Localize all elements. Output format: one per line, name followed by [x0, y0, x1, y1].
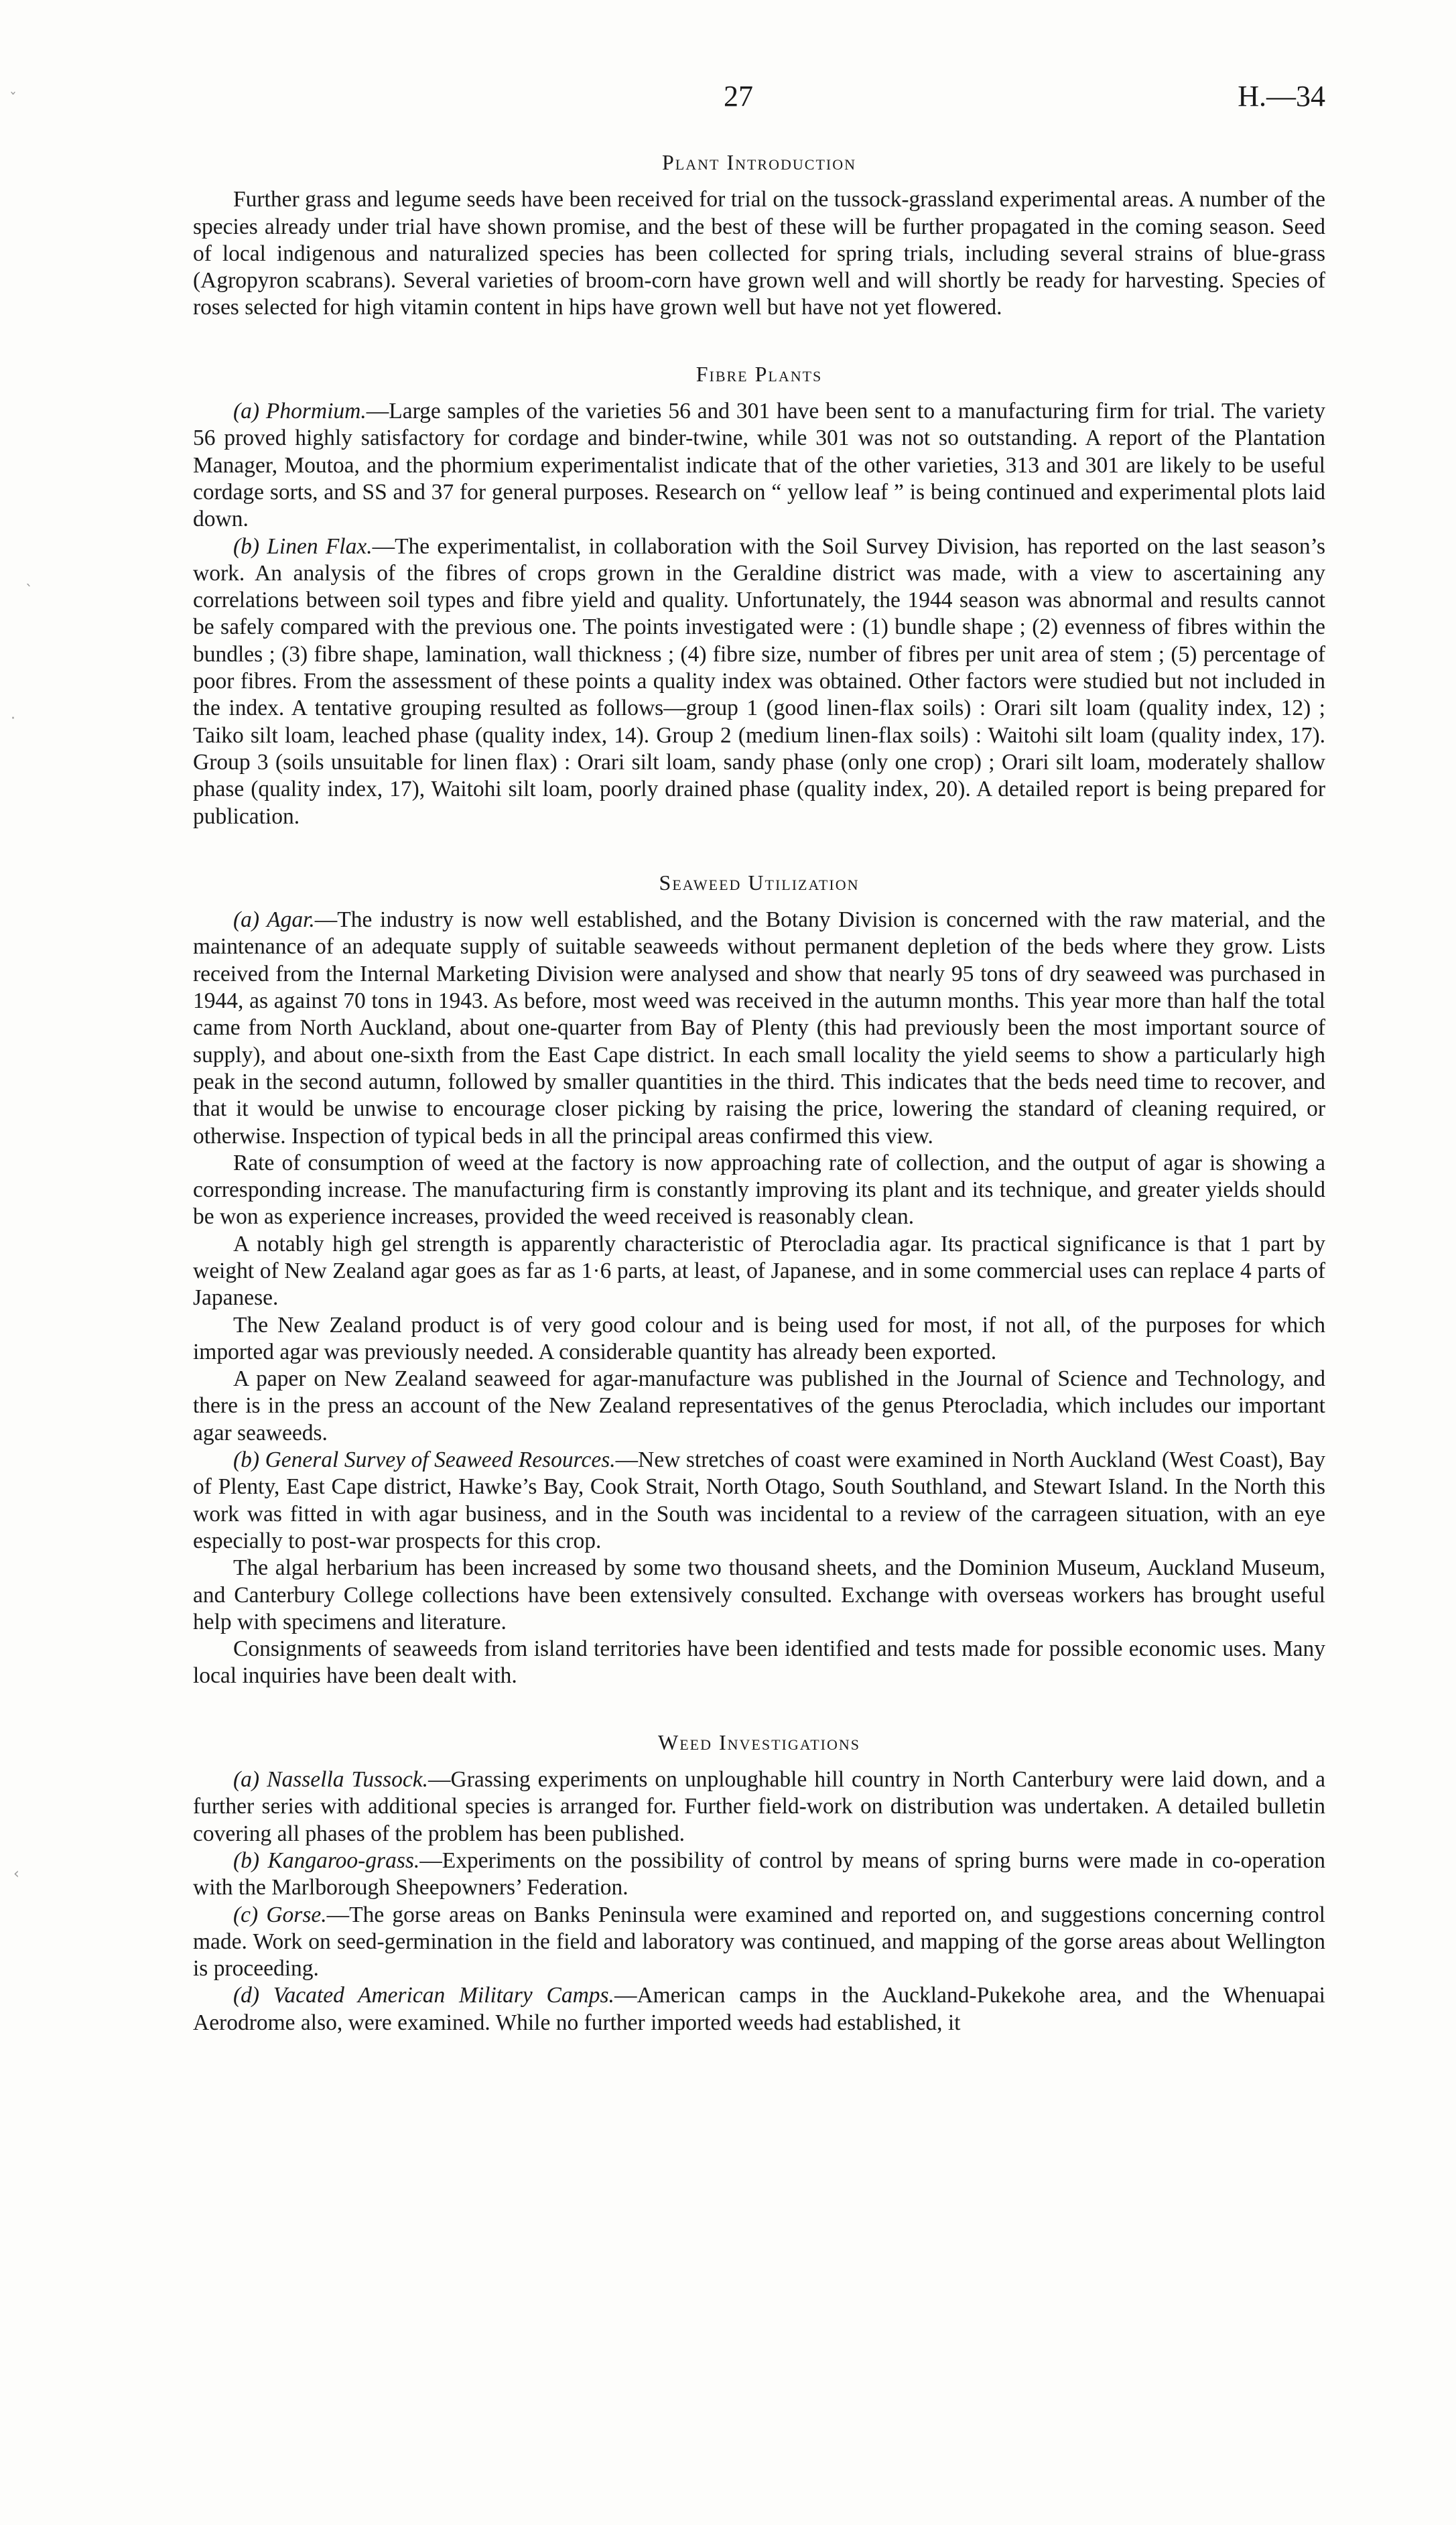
paragraph-label: (d) Vacated American Military Camps. [233, 1983, 614, 2008]
section-weed-investigations [193, 1729, 1325, 2036]
paragraph-text: A notably high gel strength is apparently characteristic of Pterocladia agar. Its practical significance is that 1 part by weight of New Zealand agar goes as far as 1·6 parts, at least, of Japanese, and in some commercial uses can replace 4 parts of Japanese. [193, 1231, 1325, 1311]
page-header [0, 79, 1456, 119]
paragraph [193, 398, 1325, 533]
paragraph-text: —Grassing experiments on unploughable hill country in North Canterbury were laid down, and a further series with additional species is arranged for. Further field-work on distribution was undertaken. A detailed bulletin covering all phases of the problem has been published. [193, 1767, 1325, 1846]
section-plant-introduction [193, 149, 1325, 322]
paragraph-text: A paper on New Zealand seaweed for agar-manufacture was published in the Journal of Science and Technology, and there is in the press an account of the New Zealand representatives of the genus Pterocladia, which includes our important agar seaweeds. [193, 1366, 1325, 1445]
paragraph-label: (b) General Survey of Seaweed Resources. [233, 1447, 616, 1473]
paragraph [193, 186, 1325, 321]
paragraph [193, 533, 1325, 830]
paragraph-label: (c) Gorse. [233, 1902, 327, 1927]
paragraph-text: —American camps in the Auckland-Pukekohe area, and the Whenuapai Aerodrome also, were examined. While no further imported weeds had established, it [193, 1983, 1325, 2035]
paragraph [193, 1150, 1325, 1231]
paragraph [193, 1766, 1325, 1848]
paragraph-text: —New stretches of coast were examined in North Auckland (West Coast), Bay of Plenty, East Cape district, Hawke’s Bay, Cook Strait, North Otago, South Southland, and Stewart Island. In the North this work was fitted in with agar business, and in the South was incidental to a review of the carrageen situation, with an eye especially to post-war prospects for this crop. [193, 1447, 1325, 1553]
page-number: 27 [724, 80, 753, 113]
scan-margin-mark: ‹ [13, 1866, 19, 1882]
report-code: H.—34 [1238, 80, 1325, 113]
paragraph [193, 1982, 1325, 2036]
paragraph [193, 1366, 1325, 1447]
paragraph-text: Consignments of seaweeds from island territories have been identified and tests made for possible economic uses. Many local inquiries have been dealt with. [193, 1636, 1325, 1689]
paragraph-label: (b) Linen Flax. [233, 533, 373, 559]
scan-margin-mark: ˇ [9, 91, 17, 108]
paragraph [193, 907, 1325, 1150]
paragraph-label: (a) Agar. [233, 907, 315, 933]
paragraph [193, 1231, 1325, 1312]
paragraph-label: (a) Phormium. [233, 399, 367, 424]
section-fibre-plants [193, 361, 1325, 830]
paragraph-text: —The gorse areas on Banks Peninsula were examined and reported on, and suggestions concerning control made. Work on seed-germination in the field and laboratory was continued, and mapping of the gorse areas about Wellington is proceeding. [193, 1902, 1325, 1982]
page-body [193, 149, 1325, 2036]
paragraph [193, 1447, 1325, 1555]
paragraph-text: The algal herbarium has been increased by some two thousand sheets, and the Dominion Museum, Auckland Museum, and Canterbury College collections have been extensively consulted. Exchange with overseas workers has brought useful help with specimens and literature. [193, 1555, 1325, 1634]
paragraph [193, 1848, 1325, 1902]
section-heading: Plant Introduction [662, 150, 856, 174]
paragraph-label: (b) Kangaroo-grass. [233, 1848, 420, 1873]
paragraph [193, 1555, 1325, 1636]
paragraph-text: —The industry is now well established, and the Botany Division is concerned with the raw material, and the maintenance of an adequate supply of suitable seaweeds without permanent depletion of the beds where they grow. Lists received from the Internal Marketing Division were analysed and show that nearly 95 tons of dry seaweed was purchased in 1944, as against 70 tons in 1943. As before, most weed was received in the autumn months. This year more than half the total came from North Auckland, about one-quarter from Bay of Plenty (this had previously been the most important source of supply), and about one-sixth from the East Cape district. In each small locality the yield seems to show a particularly high peak in the second autumn, followed by smaller quantities in the third. This indicates that the beds need time to recover, and that it would be unwise to encourage closer picking by raising the price, lowering the standard of cleaning required, or otherwise. Inspection of typical beds in all the principal areas confirmed this view. [193, 907, 1326, 1149]
section-heading: Seaweed Utilization [659, 870, 860, 895]
section-heading: Weed Investigations [658, 1730, 860, 1754]
paragraph [193, 1312, 1325, 1366]
section-heading: Fibre Plants [696, 361, 823, 386]
paragraph-text: —Experiments on the possibility of control by means of spring burns were made in co-operation with the Marlborough Sheepowners’ Federation. [193, 1848, 1325, 1900]
paragraph [193, 1636, 1325, 1690]
scan-margin-mark: ˋ [25, 583, 33, 600]
paragraph-label: (a) Nassella Tussock. [233, 1767, 429, 1793]
paragraph-text: —Large samples of the varieties 56 and 301 have been sent to a manufacturing firm for trial. The variety 56 proved highly satisfactory for cordage and binder-twine, while 301 was not so outstanding. A report of the Plantation Manager, Moutoa, and the phormium experimentalist indicate that of the other varieties, 313 and 301 are likely to be useful cordage sorts, and SS and 37 for general purposes. Research on “ yellow leaf ” is being continued and experimental plots laid down. [193, 399, 1325, 532]
paragraph [193, 1902, 1325, 1983]
paragraph-text: The New Zealand product is of very good colour and is being used for most, if not all, of the purposes for which imported agar was previously needed. A considerable quantity has already been exported. [193, 1312, 1325, 1364]
paragraph-text: —The experimentalist, in collaboration with the Soil Survey Division, has reported on the last season’s work. An analysis of the fibres of crops grown in the Geraldine district was made, with a view to ascertaining any correlations between soil types and fibre yield and quality. Unfortunately, the 1944 season was abnormal and results cannot be safely compared with the previous one. The points investigated were : (1) bundle shape ; (2) evenness of fibres within the bundles ; (3) fibre shape, lamination, wall thickness ; (4) fibre size, number of fibres per unit area of stem ; (5) percentage of poor fibres. From the assessment of these points a quality index was obtained. Other factors were studied but not included in the index. A tentative grouping resulted as follows—group 1 (good linen-flax soils) : Orari silt loam (quality index, 12) ; Taiko silt loam, leached phase (quality index, 14). Group 2 (medium linen-flax soils) : Waitohi silt loam (quality index, 17). Group 3 (soils unsuitable for linen flax) : Orari silt loam, sandy phase (only one crop) ; Orari silt loam, moderately shallow phase (quality index, 17), Waitohi silt loam, poorly drained phase (quality index, 20). A detailed report is being prepared for publication. [193, 533, 1326, 829]
section-seaweed-utilization [193, 869, 1325, 1690]
paragraph-text: Rate of consumption of weed at the factory is now approaching rate of collection, and the output of agar is showing a corresponding increase. The manufacturing firm is constantly improving its plant and its technique, and greater yields should be won as experience increases, provided the weed received is reasonably clean. [193, 1150, 1325, 1230]
scan-margin-mark: · [11, 710, 15, 727]
paragraph-text: Further grass and legume seeds have been received for trial on the tussock-grassland experimental areas. A number of the species already under trial have shown promise, and the best of these will be further propagated in the coming season. Seed of local indigenous and naturalized species has been collected for spring trials, including several strains of blue-grass (Agropyron scabrans). Several varieties of broom-corn have grown well and will shortly be ready for harvesting. Species of roses selected for high vitamin content in hips have grown well but have not yet flowered. [193, 187, 1325, 320]
